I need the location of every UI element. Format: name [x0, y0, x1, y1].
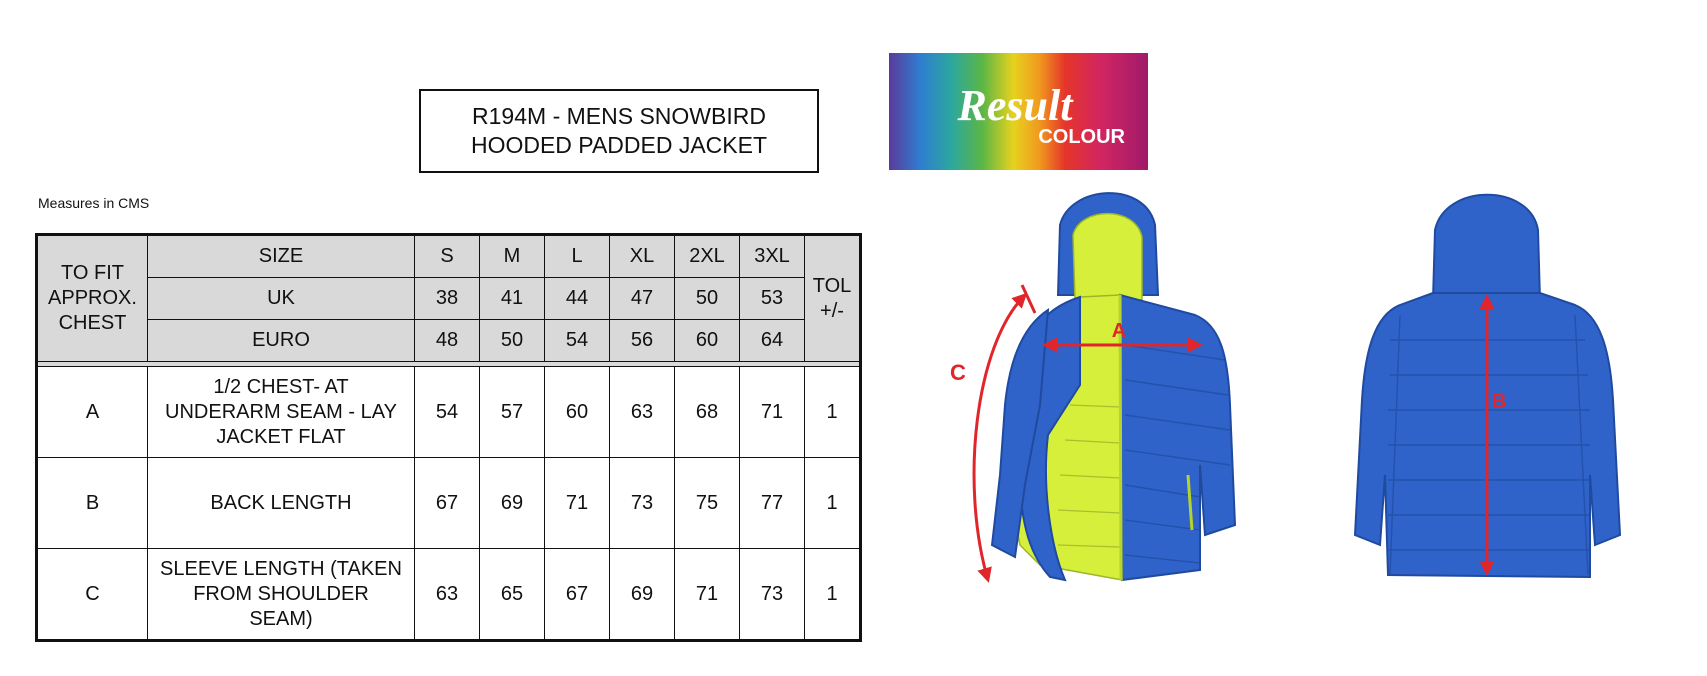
- fit-label-line: TO FIT: [61, 262, 124, 284]
- measure-label-a: A: [1111, 320, 1127, 342]
- product-title-line2: HOODED PADDED JACKET: [470, 132, 768, 158]
- measure-value: 63: [610, 367, 675, 458]
- measure-code: C: [37, 549, 148, 641]
- measures-note: Measures in CMS: [38, 195, 150, 211]
- size-chart-table: [35, 233, 862, 642]
- measure-tol: 1: [805, 367, 861, 458]
- measure-value: 63: [415, 549, 480, 641]
- measure-code: A: [37, 367, 148, 458]
- measure-desc-line: UNDERARM SEAM - LAY: [165, 400, 397, 423]
- result-colour-logo: [889, 53, 1148, 170]
- size-cell: L: [545, 235, 610, 278]
- header-label: EURO: [148, 320, 415, 362]
- size-cell: S: [415, 235, 480, 278]
- euro-cell: 56: [610, 320, 675, 362]
- fit-label-line: CHEST: [58, 312, 127, 334]
- measure-desc: [148, 458, 415, 549]
- size-cell: XL: [610, 235, 675, 278]
- fit-label-cell: [37, 235, 148, 362]
- table-row: [37, 549, 861, 641]
- measure-desc-line: BACK LENGTH: [210, 491, 352, 514]
- header-label: UK: [148, 278, 415, 320]
- size-row: [37, 235, 861, 278]
- size-cell: 3XL: [740, 235, 805, 278]
- measure-tol: 1: [805, 458, 861, 549]
- measure-value: 67: [545, 549, 610, 641]
- header-label: SIZE: [148, 235, 415, 278]
- uk-cell: 41: [480, 278, 545, 320]
- uk-cell: 53: [740, 278, 805, 320]
- table-row: [37, 458, 861, 549]
- measure-label-c: C: [950, 360, 966, 385]
- product-title-box: [419, 89, 819, 173]
- back-jacket-illustration: [1355, 195, 1620, 577]
- measure-value: 71: [545, 458, 610, 549]
- measure-value: 71: [740, 367, 805, 458]
- jacket-diagrams: [930, 185, 1690, 645]
- measure-value: 65: [480, 549, 545, 641]
- uk-cell: 47: [610, 278, 675, 320]
- tol-label-cell: [805, 235, 861, 362]
- measure-desc: [148, 367, 415, 458]
- uk-cell: 44: [545, 278, 610, 320]
- logo-sub-text: COLOUR: [1038, 126, 1125, 148]
- measure-value: 69: [610, 549, 675, 641]
- front-jacket-illustration: [950, 193, 1235, 580]
- euro-cell: 54: [545, 320, 610, 362]
- measure-desc-line: JACKET FLAT: [216, 425, 346, 448]
- product-title-line1: R194M - MENS SNOWBIRD: [472, 103, 766, 129]
- euro-cell: 48: [415, 320, 480, 362]
- measure-tol: 1: [805, 549, 861, 641]
- logo-brand-text: Result: [957, 81, 1073, 130]
- measure-code: B: [37, 458, 148, 549]
- measure-value: 68: [675, 367, 740, 458]
- euro-row: [37, 320, 861, 362]
- measure-value: 75: [675, 458, 740, 549]
- measure-value: 67: [415, 458, 480, 549]
- measure-value: 57: [480, 367, 545, 458]
- measure-label-b: B: [1492, 391, 1507, 413]
- uk-cell: 50: [675, 278, 740, 320]
- measure-value: 73: [740, 549, 805, 641]
- uk-cell: 38: [415, 278, 480, 320]
- tol-label-line: TOL: [812, 274, 852, 297]
- measure-desc-line: 1/2 CHEST- AT: [213, 375, 349, 398]
- size-cell: 2XL: [675, 235, 740, 278]
- measure-value: 69: [480, 458, 545, 549]
- measure-value: 71: [675, 549, 740, 641]
- measure-desc-line: FROM SHOULDER: [193, 582, 369, 605]
- tol-label-line: +/-: [820, 299, 844, 322]
- euro-cell: 50: [480, 320, 545, 362]
- euro-cell: 60: [675, 320, 740, 362]
- measure-desc: [148, 549, 415, 641]
- fit-label-line: APPROX.: [48, 287, 137, 309]
- measure-value: 54: [415, 367, 480, 458]
- table-row: [37, 367, 861, 458]
- measure-value: 73: [610, 458, 675, 549]
- measure-desc-line: SLEEVE LENGTH (TAKEN: [160, 557, 402, 580]
- measure-desc-line: SEAM): [249, 607, 313, 630]
- size-cell: M: [480, 235, 545, 278]
- measure-value: 60: [545, 367, 610, 458]
- uk-row: [37, 278, 861, 320]
- measure-value: 77: [740, 458, 805, 549]
- euro-cell: 64: [740, 320, 805, 362]
